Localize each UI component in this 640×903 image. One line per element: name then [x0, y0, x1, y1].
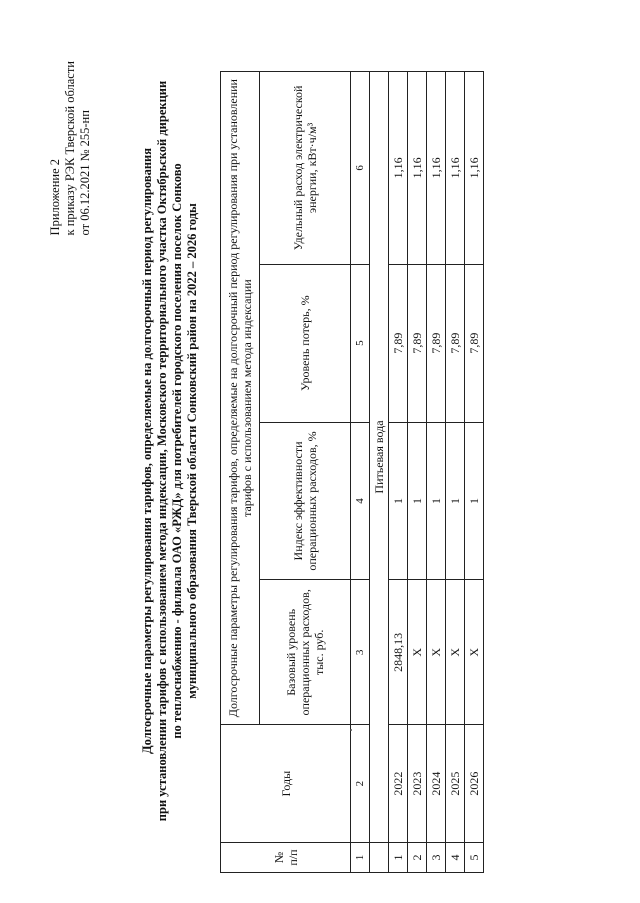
scan-speck: [350, 729, 352, 731]
cell-num: 1: [389, 843, 408, 873]
column-number: 5: [351, 264, 370, 422]
table-header-row: [221, 72, 260, 873]
cell-year: 2026: [465, 725, 484, 843]
column-number: 6: [351, 72, 370, 265]
cell-base: Х: [446, 580, 465, 725]
cell-index: 1: [389, 422, 408, 580]
heading-line-3: по теплоснабжению - филиала ОАО «РЖД» для потребителей городского поселения поселок Сонково: [170, 163, 184, 739]
annex-order: к приказу РЭК Тверской области: [63, 61, 77, 236]
parameters-table: [220, 71, 484, 873]
cell-specific: 1,16: [408, 72, 427, 265]
cell-num: 5: [465, 843, 484, 873]
column-number: 4: [351, 422, 370, 580]
header-base-level: Базовый уровень операционных расходов, тыс. руб.: [260, 580, 351, 725]
table-row: [446, 72, 465, 873]
heading-line-2: при установлении тарифов с использованием метода индексации, Московского территориального участка Октябрьской дирекции: [155, 80, 169, 822]
table-row: [408, 72, 427, 873]
heading-line-1: Долгосрочные параметры регулирования тарифов, определяемые на долгосрочный период регулирования: [140, 148, 154, 755]
header-specific-consumption: Удельный расход электрической энергии, кВт·ч/м³: [260, 72, 351, 265]
cell-losses: 7,89: [389, 264, 408, 422]
table-row: [427, 72, 446, 873]
cell-num: 2: [408, 843, 427, 873]
header-loss-level: Уровень потерь, %: [260, 264, 351, 422]
cell-index: 1: [465, 422, 484, 580]
cell-year: 2022: [389, 725, 408, 843]
header-num: № п/п: [221, 843, 351, 873]
cell-base: Х: [427, 580, 446, 725]
column-number: 2: [351, 725, 370, 843]
table-row: [465, 72, 484, 873]
cell-losses: 7,89: [465, 264, 484, 422]
cell-specific: 1,16: [389, 72, 408, 265]
cell-losses: 7,89: [446, 264, 465, 422]
section-row: [370, 72, 389, 873]
cell-base: Х: [408, 580, 427, 725]
annex-title: Приложение 2: [48, 158, 62, 236]
cell-base: Х: [465, 580, 484, 725]
table-row: [389, 72, 408, 873]
header-efficiency-index: Индекс эффективности операционных расходов, %: [260, 422, 351, 580]
section-title: Питьевая вода: [370, 72, 389, 843]
header-years: Годы: [221, 725, 351, 843]
column-number: 3: [351, 580, 370, 725]
cell-year: 2024: [427, 725, 446, 843]
cell-specific: 1,16: [465, 72, 484, 265]
cell-index: 1: [446, 422, 465, 580]
document-page: [20, 21, 620, 881]
cell-specific: 1,16: [427, 72, 446, 265]
cell-num: 4: [446, 843, 465, 873]
cell-year: 2023: [408, 725, 427, 843]
column-number: 1: [351, 843, 370, 873]
cell-year: 2025: [446, 725, 465, 843]
annex-reference: [48, 61, 93, 235]
cell-base: 2848,13: [389, 580, 408, 725]
header-group: Долгосрочные параметры регулирования тарифов, определяемые на долгосрочный период регулирования при установлении тарифов с использованием метода индексации: [221, 72, 260, 725]
cell-losses: 7,89: [408, 264, 427, 422]
section-spacer: [370, 843, 389, 873]
cell-losses: 7,89: [427, 264, 446, 422]
annex-date: от 06.12.2021 № 255-нп: [78, 110, 92, 236]
cell-num: 3: [427, 843, 446, 873]
cell-index: 1: [427, 422, 446, 580]
document-heading: [140, 21, 200, 881]
heading-line-4: муниципального образования Тверской области Сонковский район на 2022 – 2026 годы: [185, 203, 199, 699]
column-number-row: [351, 72, 370, 873]
cell-specific: 1,16: [446, 72, 465, 265]
cell-index: 1: [408, 422, 427, 580]
